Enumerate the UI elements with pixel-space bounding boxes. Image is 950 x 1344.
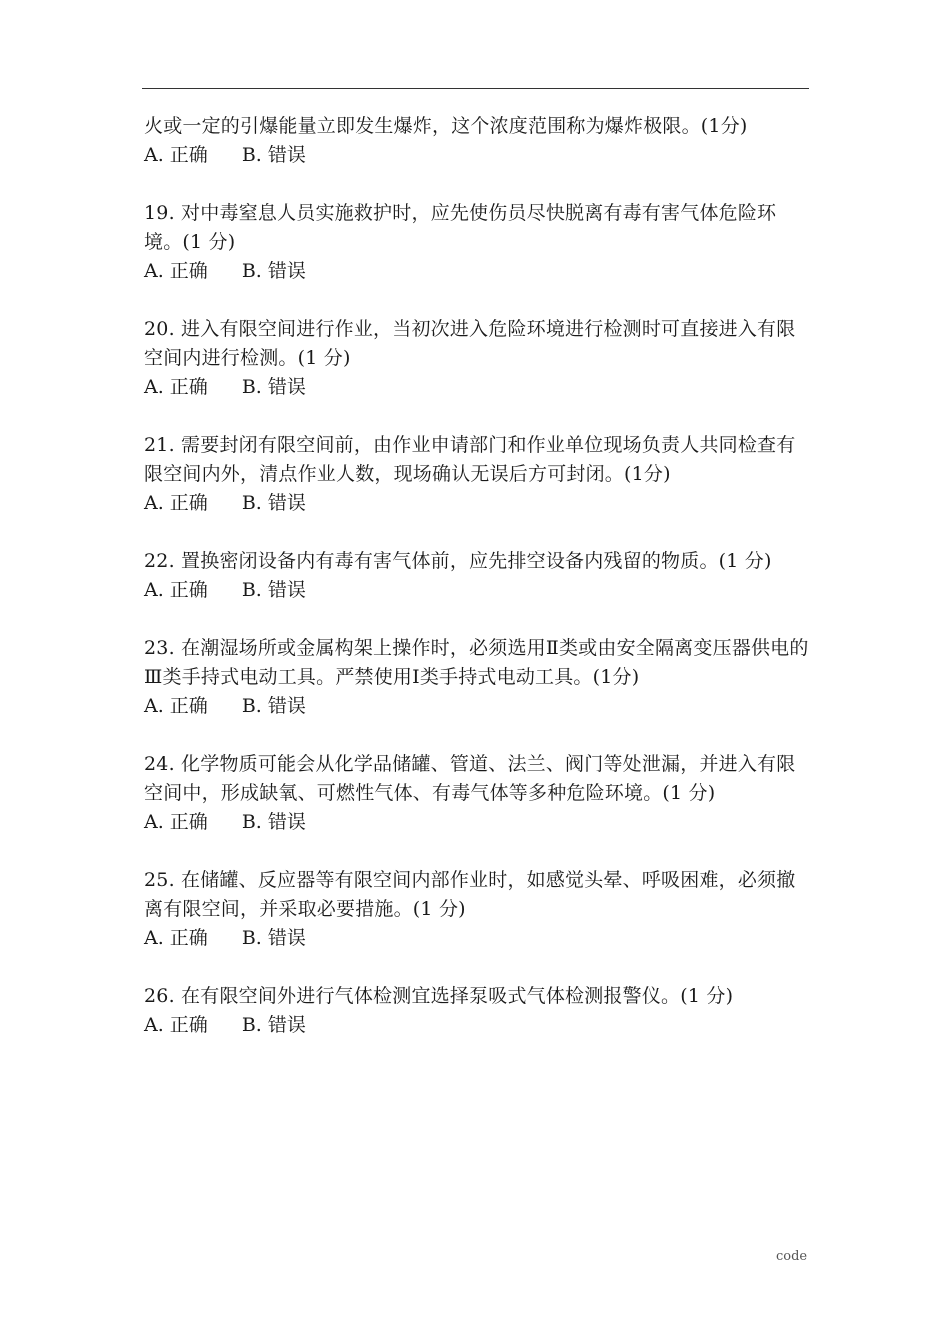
option-b[interactable]: B. 错误 <box>241 376 306 398</box>
answer-options <box>144 257 810 286</box>
answer-options <box>144 1011 810 1040</box>
option-b[interactable]: B. 错误 <box>241 579 306 601</box>
question-text: 24. 化学物质可能会从化学品储罐、管道、法兰、阀门等处泄漏，并进入有限空间中，形成缺氧、可燃性气体、有毒气体等多种危险环境。(1 分) <box>144 753 796 804</box>
question-item-26 <box>144 982 810 1040</box>
option-a[interactable]: A. 正确 <box>144 144 208 166</box>
question-item-20 <box>144 315 810 402</box>
answer-options <box>144 373 810 402</box>
option-a[interactable]: A. 正确 <box>144 811 208 833</box>
option-b[interactable]: B. 错误 <box>241 144 306 166</box>
option-a[interactable]: A. 正确 <box>144 376 208 398</box>
question-item-19 <box>144 199 810 286</box>
question-text: 22. 置换密闭设备内有毒有害气体前，应先排空设备内残留的物质。(1 分) <box>144 550 772 572</box>
option-b[interactable]: B. 错误 <box>241 811 306 833</box>
question-text: 19. 对中毒窒息人员实施救护时，应先使伤员尽快脱离有毒有害气体危险环境。(1 分) <box>144 202 777 253</box>
question-item-21 <box>144 431 810 518</box>
question-text: 26. 在有限空间外进行气体检测宜选择泵吸式气体检测报警仪。(1 分) <box>144 985 734 1007</box>
answer-options <box>144 576 810 605</box>
question-text: 火或一定的引爆能量立即发生爆炸，这个浓度范围称为爆炸极限。(1分) <box>144 115 748 137</box>
option-a[interactable]: A. 正确 <box>144 579 208 601</box>
header-rule <box>142 88 809 89</box>
option-b[interactable]: B. 错误 <box>241 260 306 282</box>
question-text: 25. 在储罐、反应器等有限空间内部作业时，如感觉头晕、呼吸困难，必须撤离有限空间，并采取必要措施。(1 分) <box>144 869 796 920</box>
question-item-18 <box>144 112 810 170</box>
option-a[interactable]: A. 正确 <box>144 492 208 514</box>
question-item-24 <box>144 750 810 837</box>
question-text: 23. 在潮湿场所或金属构架上操作时，必须选用Ⅱ类或由安全隔离变压器供电的Ⅲ类手持式电动工具。严禁使用Ⅰ类手持式电动工具。(1分) <box>144 637 809 688</box>
question-text: 21. 需要封闭有限空间前，由作业申请部门和作业单位现场负责人共同检查有限空间内外，清点作业人数，现场确认无误后方可封闭。(1分) <box>144 434 796 485</box>
option-b[interactable]: B. 错误 <box>241 695 306 717</box>
answer-options <box>144 692 810 721</box>
option-b[interactable]: B. 错误 <box>241 492 306 514</box>
question-item-22 <box>144 547 810 605</box>
question-item-23 <box>144 634 810 721</box>
question-list <box>144 112 810 1069</box>
option-a[interactable]: A. 正确 <box>144 1014 208 1036</box>
option-a[interactable]: A. 正确 <box>144 927 208 949</box>
answer-options <box>144 141 810 170</box>
question-item-25 <box>144 866 810 953</box>
answer-options <box>144 489 810 518</box>
option-b[interactable]: B. 错误 <box>241 1014 306 1036</box>
question-text: 20. 进入有限空间进行作业，当初次进入危险环境进行检测时可直接进入有限空间内进行检测。(1 分) <box>144 318 796 369</box>
option-a[interactable]: A. 正确 <box>144 695 208 717</box>
page-footer-label: code <box>776 1249 808 1264</box>
option-a[interactable]: A. 正确 <box>144 260 208 282</box>
answer-options <box>144 924 810 953</box>
option-b[interactable]: B. 错误 <box>241 927 306 949</box>
answer-options <box>144 808 810 837</box>
